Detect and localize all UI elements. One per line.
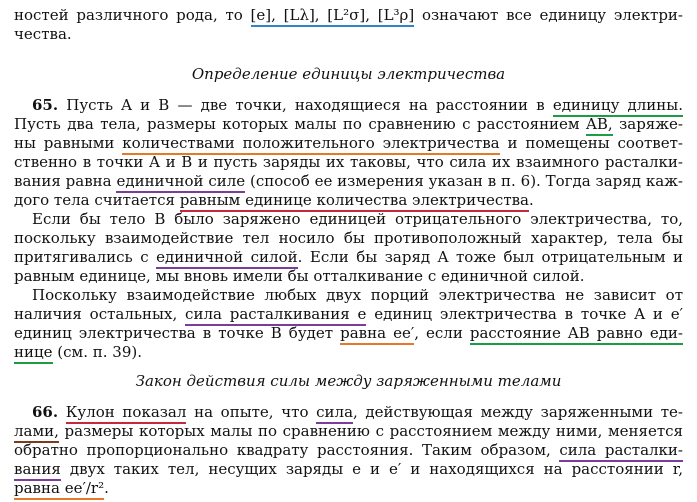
text-line — [14, 153, 683, 172]
text: наличия остальных, — [14, 305, 186, 323]
highlight-repulsion-force-2: сила расталки- — [559, 441, 683, 462]
text: двух таких тел, несущих заряды e и e′ и находящихся на расстоянии r, — [60, 460, 683, 478]
highlight-repulsion-end: вания — [14, 460, 61, 481]
text-line — [14, 403, 683, 422]
text: ны равными — [14, 134, 123, 152]
text: Поскольку взаимодействие любых двух порций электричества не зависит от — [32, 286, 683, 304]
text-line — [14, 229, 683, 248]
text-line — [14, 96, 683, 115]
paragraph-number: 65. — [32, 96, 59, 114]
text: поскольку взаимодействие тел носило бы противоположный характер, тела бы — [14, 229, 683, 247]
text-line — [14, 134, 683, 153]
text: притягивались с — [14, 248, 157, 266]
dimension-formulas: [e], [Lλ], [L²σ], [L³ρ] — [251, 6, 415, 27]
text: единиц электричества в точке B будет — [14, 324, 341, 342]
text: заряже- — [612, 115, 684, 133]
text-line — [14, 6, 683, 25]
text-line — [14, 422, 683, 441]
text-line — [14, 172, 683, 191]
text: дого тела считается — [14, 191, 180, 209]
highlight-unit-charge: равным единице количества электричества — [180, 191, 529, 212]
text-line — [14, 210, 683, 229]
highlight-distance-ab: расстояние AB равно еди- — [470, 324, 683, 345]
text: (способ ее измерения указан в п. 6). Тогда заряд каж- — [245, 172, 684, 190]
highlight-equals-ee: равна ee′ — [340, 324, 414, 345]
highlight-unit-force: единичной силе — [116, 172, 245, 193]
text: единиц электричества в точке A и e′ — [366, 305, 683, 323]
text-line — [14, 286, 683, 305]
highlight-formula: равна ee′/r² — [14, 479, 104, 500]
paragraph-number: 66. — [32, 403, 59, 421]
highlight-unit-length: единицу длины. — [553, 96, 683, 117]
highlight-bodies: лами, — [14, 422, 59, 443]
text-line — [14, 460, 683, 479]
highlight-coulomb: Кулон показал — [66, 403, 187, 424]
text: Пусть два тела, размеры которых малы по сравнению с расстоянием — [14, 115, 587, 133]
highlight-force: сила — [316, 403, 353, 424]
highlight-positive-charge: количествами положительного электричества — [122, 134, 499, 155]
section-heading: Закон действия силы между заряженными телами — [135, 372, 562, 390]
text-line — [14, 248, 683, 267]
text-line — [14, 324, 683, 343]
text: чества. — [14, 25, 72, 43]
text-line — [14, 25, 683, 44]
highlight-unit-force-2: единичной силой — [156, 248, 298, 269]
text: , если — [414, 324, 470, 342]
text: вания равна — [14, 172, 117, 190]
highlight-unit: нице — [14, 343, 53, 364]
text-line — [14, 267, 683, 286]
text-line — [14, 479, 683, 498]
text: и помещены соответ- — [499, 134, 683, 152]
text: (см. п. 39). — [52, 343, 142, 361]
text-line — [14, 441, 683, 460]
text: . Если бы заряд A тоже был отрицательным и — [297, 248, 683, 266]
text: равным единице, мы вновь имели бы отталкивание с единичной силой. — [14, 267, 585, 285]
text: . — [529, 191, 534, 209]
section-heading: Определение единицы электричества — [191, 65, 506, 83]
text: размеры которых малы по сравнению с расстоянием между ними, меняется — [58, 422, 683, 440]
text: обратно пропорционально квадрату расстояния. Таким образом, — [14, 441, 560, 459]
text: , действующая между заряженными те- — [353, 403, 683, 421]
text — [58, 403, 66, 421]
text: ностей различного рода, то — [14, 6, 251, 24]
text: на опыте, что — [186, 403, 317, 421]
text: . — [104, 479, 109, 497]
text-line — [14, 191, 683, 210]
text: ственно в точки A и B и пусть заряды их таковы, что сила их взаимного расталки- — [14, 153, 683, 171]
text-line — [14, 115, 683, 134]
text-line — [14, 305, 683, 324]
highlight-ab: AB, — [586, 115, 613, 136]
text-line — [14, 343, 683, 362]
highlight-repulsion-force: сила расталкивания e — [185, 305, 366, 326]
text: означают все единицу электри- — [414, 6, 683, 24]
text: Если бы тело B было заряжено единицей отрицательного электричества, то, — [32, 210, 683, 228]
text: Пусть A и B — две точки, находящиеся на расстоянии в — [58, 96, 553, 114]
